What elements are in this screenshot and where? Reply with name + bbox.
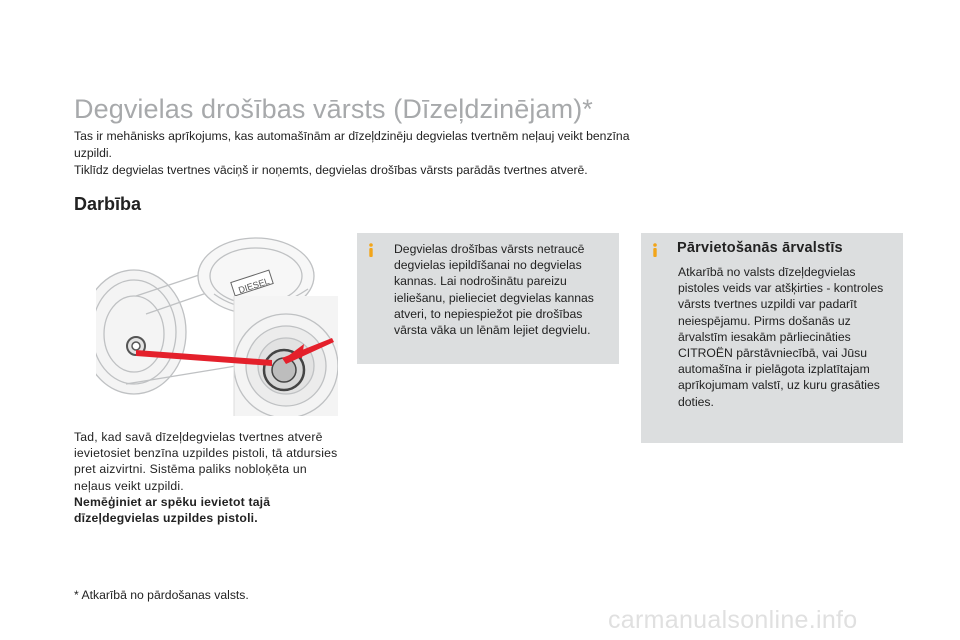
intro-line-2: Tiklīdz degvielas tvertnes vāciņš ir noņemts, degvielas drošības vārsts parādās tvertnes atverē. — [74, 163, 588, 177]
footnote: * Atkarībā no pārdošanas valsts. — [74, 588, 249, 602]
intro-line-1: Tas ir mehānisks aprīkojums, kas automašīnām ar dīzeļdzinēju degvielas tvertnēm neļauj veikt benzīna uzpildi. — [74, 129, 630, 160]
fuel-filler-illustration — [96, 234, 338, 416]
watermark: carmanualsonline.info — [608, 606, 858, 634]
info-icon — [365, 243, 377, 257]
operation-description — [74, 429, 342, 526]
section-heading: Darbība — [74, 194, 142, 214]
page-title: Degvielas drošības vārsts (Dīzeļdzinējam)* — [74, 94, 593, 124]
intro-text — [74, 128, 634, 179]
info-box-travel-abroad-text: Atkarībā no valsts dīzeļdegvielas pistoles veids var atšķirties - kontroles vārsts tvertnes uzpildi var padarīt neiespējamu. Pirms došanās uz ārvalstīm iesakām pārliecināties CITROËN pārstāvniecībā, vai Jūsu automašīna ir pielāgota izplatītajam aprīkojumam valstī, uz kuru grasāties doties. — [678, 265, 884, 409]
info-icon — [649, 243, 661, 257]
info-box-fuel-can — [357, 233, 619, 364]
fuel-filler-drawing — [96, 234, 338, 416]
operation-text: Tad, kad savā dīzeļdegvielas tvertnes atverē ievietosiet benzīna uzpildes pistoli, tā atdursies pret aizvirtni. Sistēma paliks nobloķēta un neļaus veikt uzpildi. — [74, 430, 338, 493]
info-box-travel-abroad-heading: Pārvietošanās ārvalstīs — [677, 240, 843, 256]
info-box-fuel-can-text: Degvielas drošības vārsts netraucē degvielas iepildīšanai no degvielas kannas. Lai nodrošinātu pareizu ieliešanu, pielieciet degvielas kannas atveri, to nepiespiežot pie drošības vārsta vāka un lēnām lejiet degvielu. — [394, 242, 594, 338]
info-box-travel-abroad — [641, 233, 903, 443]
operation-warning: Nemēģiniet ar spēku ievietot tajā dīzeļdegvielas uzpildes pistoli. — [74, 494, 271, 526]
diesel-label: DIESEL — [237, 275, 271, 296]
